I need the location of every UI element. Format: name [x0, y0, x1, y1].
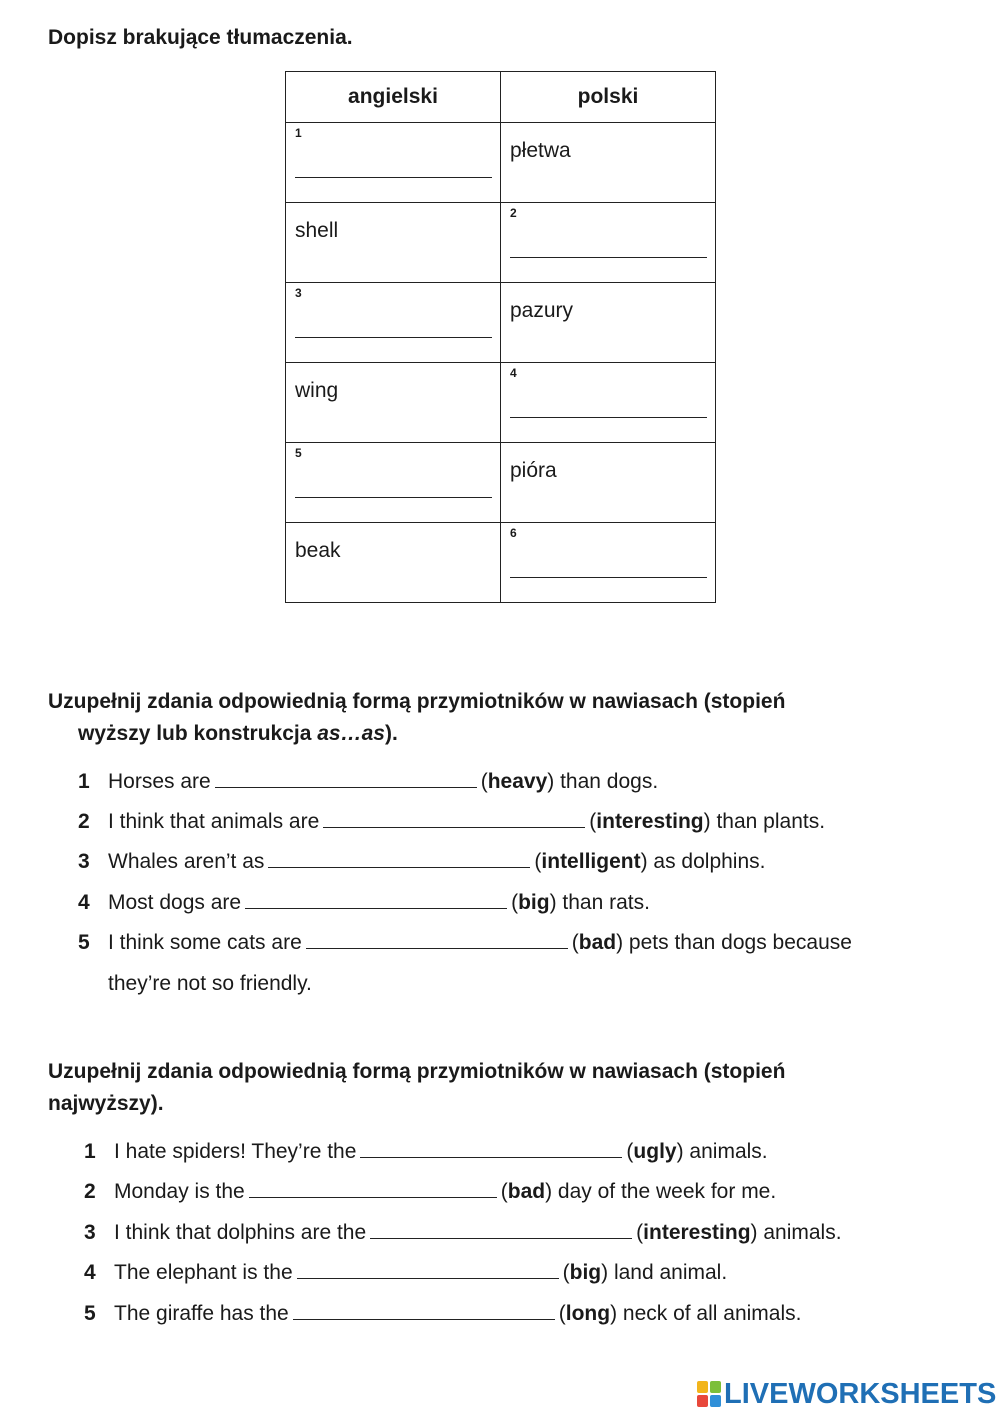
- cell-word: shell: [295, 219, 339, 242]
- cell-number: 4: [510, 366, 517, 380]
- cell-number: 2: [510, 206, 517, 220]
- cell-en: [286, 203, 501, 283]
- answer-blank[interactable]: [370, 1220, 632, 1239]
- sentence-after: ) neck of all animals.: [610, 1302, 802, 1325]
- task2-heading-line2: [48, 718, 785, 750]
- task3-sentence-3: 3 I think that dolphins are the (interesting) animals.: [114, 1219, 842, 1247]
- sentence-number: 2: [78, 810, 90, 833]
- vocab-row: [286, 443, 716, 523]
- sentence-before: Most dogs are: [108, 891, 242, 914]
- answer-line[interactable]: [510, 417, 707, 418]
- col-header-pl: polski: [501, 72, 716, 123]
- answer-blank[interactable]: [293, 1301, 555, 1320]
- answer-line[interactable]: [295, 497, 492, 498]
- cell-en: [286, 363, 501, 443]
- cell-word: pióra: [510, 459, 557, 482]
- sentence-number: 5: [78, 931, 90, 954]
- sentence-after: ) animals.: [676, 1140, 768, 1163]
- vocab-table: [285, 71, 716, 603]
- logo-square-icon: [697, 1381, 708, 1393]
- answer-line[interactable]: [295, 177, 492, 178]
- sentence-after: ) day of the week for me.: [545, 1180, 777, 1203]
- task3-heading: [48, 1056, 785, 1120]
- sentence-before: The elephant is the: [114, 1261, 293, 1284]
- task2-sentence-5-continuation: [108, 970, 312, 998]
- sentence-number: 5: [84, 1302, 96, 1325]
- sentence-after: ) than dogs.: [547, 770, 659, 793]
- sentence-number: 1: [84, 1140, 96, 1163]
- hint-word: intelligent: [541, 850, 641, 873]
- answer-blank[interactable]: [268, 849, 530, 868]
- hint-word: interesting: [596, 810, 704, 833]
- sentence-before: I think some cats are: [108, 931, 302, 954]
- cell-pl-blank[interactable]: [501, 523, 716, 603]
- cell-word: płetwa: [510, 139, 571, 162]
- sentence-number: 1: [78, 770, 90, 793]
- sentence-number: 4: [78, 891, 90, 914]
- cell-number: 5: [295, 446, 302, 460]
- task2-heading-line2-b: ).: [384, 722, 398, 745]
- answer-blank[interactable]: [306, 930, 568, 949]
- sentence-after: ) than rats.: [549, 891, 650, 914]
- task2-sentence-3: 3 Whales aren’t as (intelligent) as dolphins.: [108, 848, 765, 876]
- liveworksheets-logo: [697, 1378, 996, 1410]
- cell-pl: [501, 283, 716, 363]
- logo-text: LIVEWORKSHEETS: [724, 1377, 997, 1410]
- task1-heading-text: Dopisz brakujące tłumaczenia.: [48, 26, 353, 49]
- hint-word: heavy: [487, 770, 548, 793]
- task3-heading-line2: najwyższy).: [48, 1092, 164, 1115]
- cell-en: [286, 523, 501, 603]
- sentence-after: ) land animal.: [601, 1261, 728, 1284]
- hint-word: big: [569, 1261, 602, 1284]
- task3-heading-line1: Uzupełnij zdania odpowiednią formą przymiotników w nawiasach (stopień: [48, 1060, 786, 1083]
- hint-word: bad: [507, 1180, 546, 1203]
- task1-heading: [48, 22, 353, 54]
- answer-line[interactable]: [510, 577, 707, 578]
- answer-blank[interactable]: [245, 890, 507, 909]
- sentence-after: ) than plants.: [703, 810, 826, 833]
- sentence-before: Whales aren’t as: [108, 850, 265, 873]
- cell-number: 3: [295, 286, 302, 300]
- vocab-row: [286, 123, 716, 203]
- cell-word: wing: [295, 379, 339, 402]
- vocab-row: [286, 203, 716, 283]
- task2-heading: [48, 686, 785, 750]
- cell-en-blank[interactable]: [286, 123, 501, 203]
- answer-blank[interactable]: [215, 769, 477, 788]
- cell-pl-blank[interactable]: [501, 363, 716, 443]
- task2-sentence-5: 5 I think some cats are (bad) pets than dogs because: [108, 929, 852, 957]
- cell-number: 1: [295, 126, 302, 140]
- task2-sentence-1: 1 Horses are (heavy) than dogs.: [108, 768, 658, 796]
- sentence-before: Monday is the: [114, 1180, 245, 1203]
- cell-en-blank[interactable]: [286, 283, 501, 363]
- logo-square-icon: [710, 1381, 721, 1393]
- sentence-number: 3: [84, 1221, 96, 1244]
- vocab-row: [286, 523, 716, 603]
- cell-word: beak: [295, 539, 341, 562]
- answer-blank[interactable]: [360, 1139, 622, 1158]
- vocab-row: [286, 283, 716, 363]
- task3-sentence-4: 4 The elephant is the (big) land animal.: [114, 1259, 727, 1287]
- sentence-before: Horses are: [108, 770, 211, 793]
- sentence-before: I think that dolphins are the: [114, 1221, 367, 1244]
- task3-sentence-2: 2 Monday is the (bad) day of the week for me.: [114, 1178, 776, 1206]
- cell-word: pazury: [510, 299, 574, 322]
- sentence-number: 3: [78, 850, 90, 873]
- sentence-before: I think that animals are: [108, 810, 320, 833]
- sentence-after: ) animals.: [750, 1221, 842, 1244]
- task2-heading-line1: Uzupełnij zdania odpowiednią formą przymiotników w nawiasach (stopień: [48, 690, 786, 713]
- sentence-after: ) as dolphins.: [640, 850, 766, 873]
- task2-sentence-4: 4 Most dogs are (big) than rats.: [108, 889, 650, 917]
- answer-line[interactable]: [510, 257, 707, 258]
- sentence-after: ) pets than dogs because: [616, 931, 852, 954]
- hint-word: interesting: [643, 1221, 751, 1244]
- cell-pl: [501, 443, 716, 523]
- sentence-number: 2: [84, 1180, 96, 1203]
- logo-mark-icon: [697, 1381, 721, 1407]
- task2-heading-line2-a: wyższy lub konstrukcja: [78, 722, 318, 745]
- cell-pl-blank[interactable]: [501, 203, 716, 283]
- answer-blank[interactable]: [297, 1260, 559, 1279]
- sentence-continuation: they’re not so friendly.: [108, 972, 312, 995]
- sentence-number: 4: [84, 1261, 96, 1284]
- task3-sentence-5: 5 The giraffe has the (long) neck of all animals.: [114, 1300, 801, 1328]
- col-header-en: angielski: [286, 72, 501, 123]
- vocab-row: [286, 363, 716, 443]
- cell-number: 6: [510, 526, 517, 540]
- cell-en-blank[interactable]: [286, 443, 501, 523]
- hint-word: big: [518, 891, 550, 914]
- vocab-header-row: [286, 72, 716, 123]
- logo-square-icon: [710, 1395, 721, 1407]
- answer-blank[interactable]: [249, 1179, 497, 1198]
- answer-line[interactable]: [295, 337, 492, 338]
- hint-word: ugly: [633, 1140, 677, 1163]
- hint-word: long: [565, 1302, 611, 1325]
- task2-heading-emphasis: as…as: [317, 722, 385, 745]
- sentence-before: I hate spiders! They’re the: [114, 1140, 357, 1163]
- sentence-before: The giraffe has the: [114, 1302, 289, 1325]
- task2-sentence-2: 2 I think that animals are (interesting) than plants.: [108, 808, 825, 836]
- cell-pl: [501, 123, 716, 203]
- logo-square-icon: [697, 1395, 708, 1407]
- hint-word: bad: [578, 931, 617, 954]
- answer-blank[interactable]: [323, 809, 585, 828]
- task3-sentence-1: 1 I hate spiders! They’re the (ugly) animals.: [114, 1138, 768, 1166]
